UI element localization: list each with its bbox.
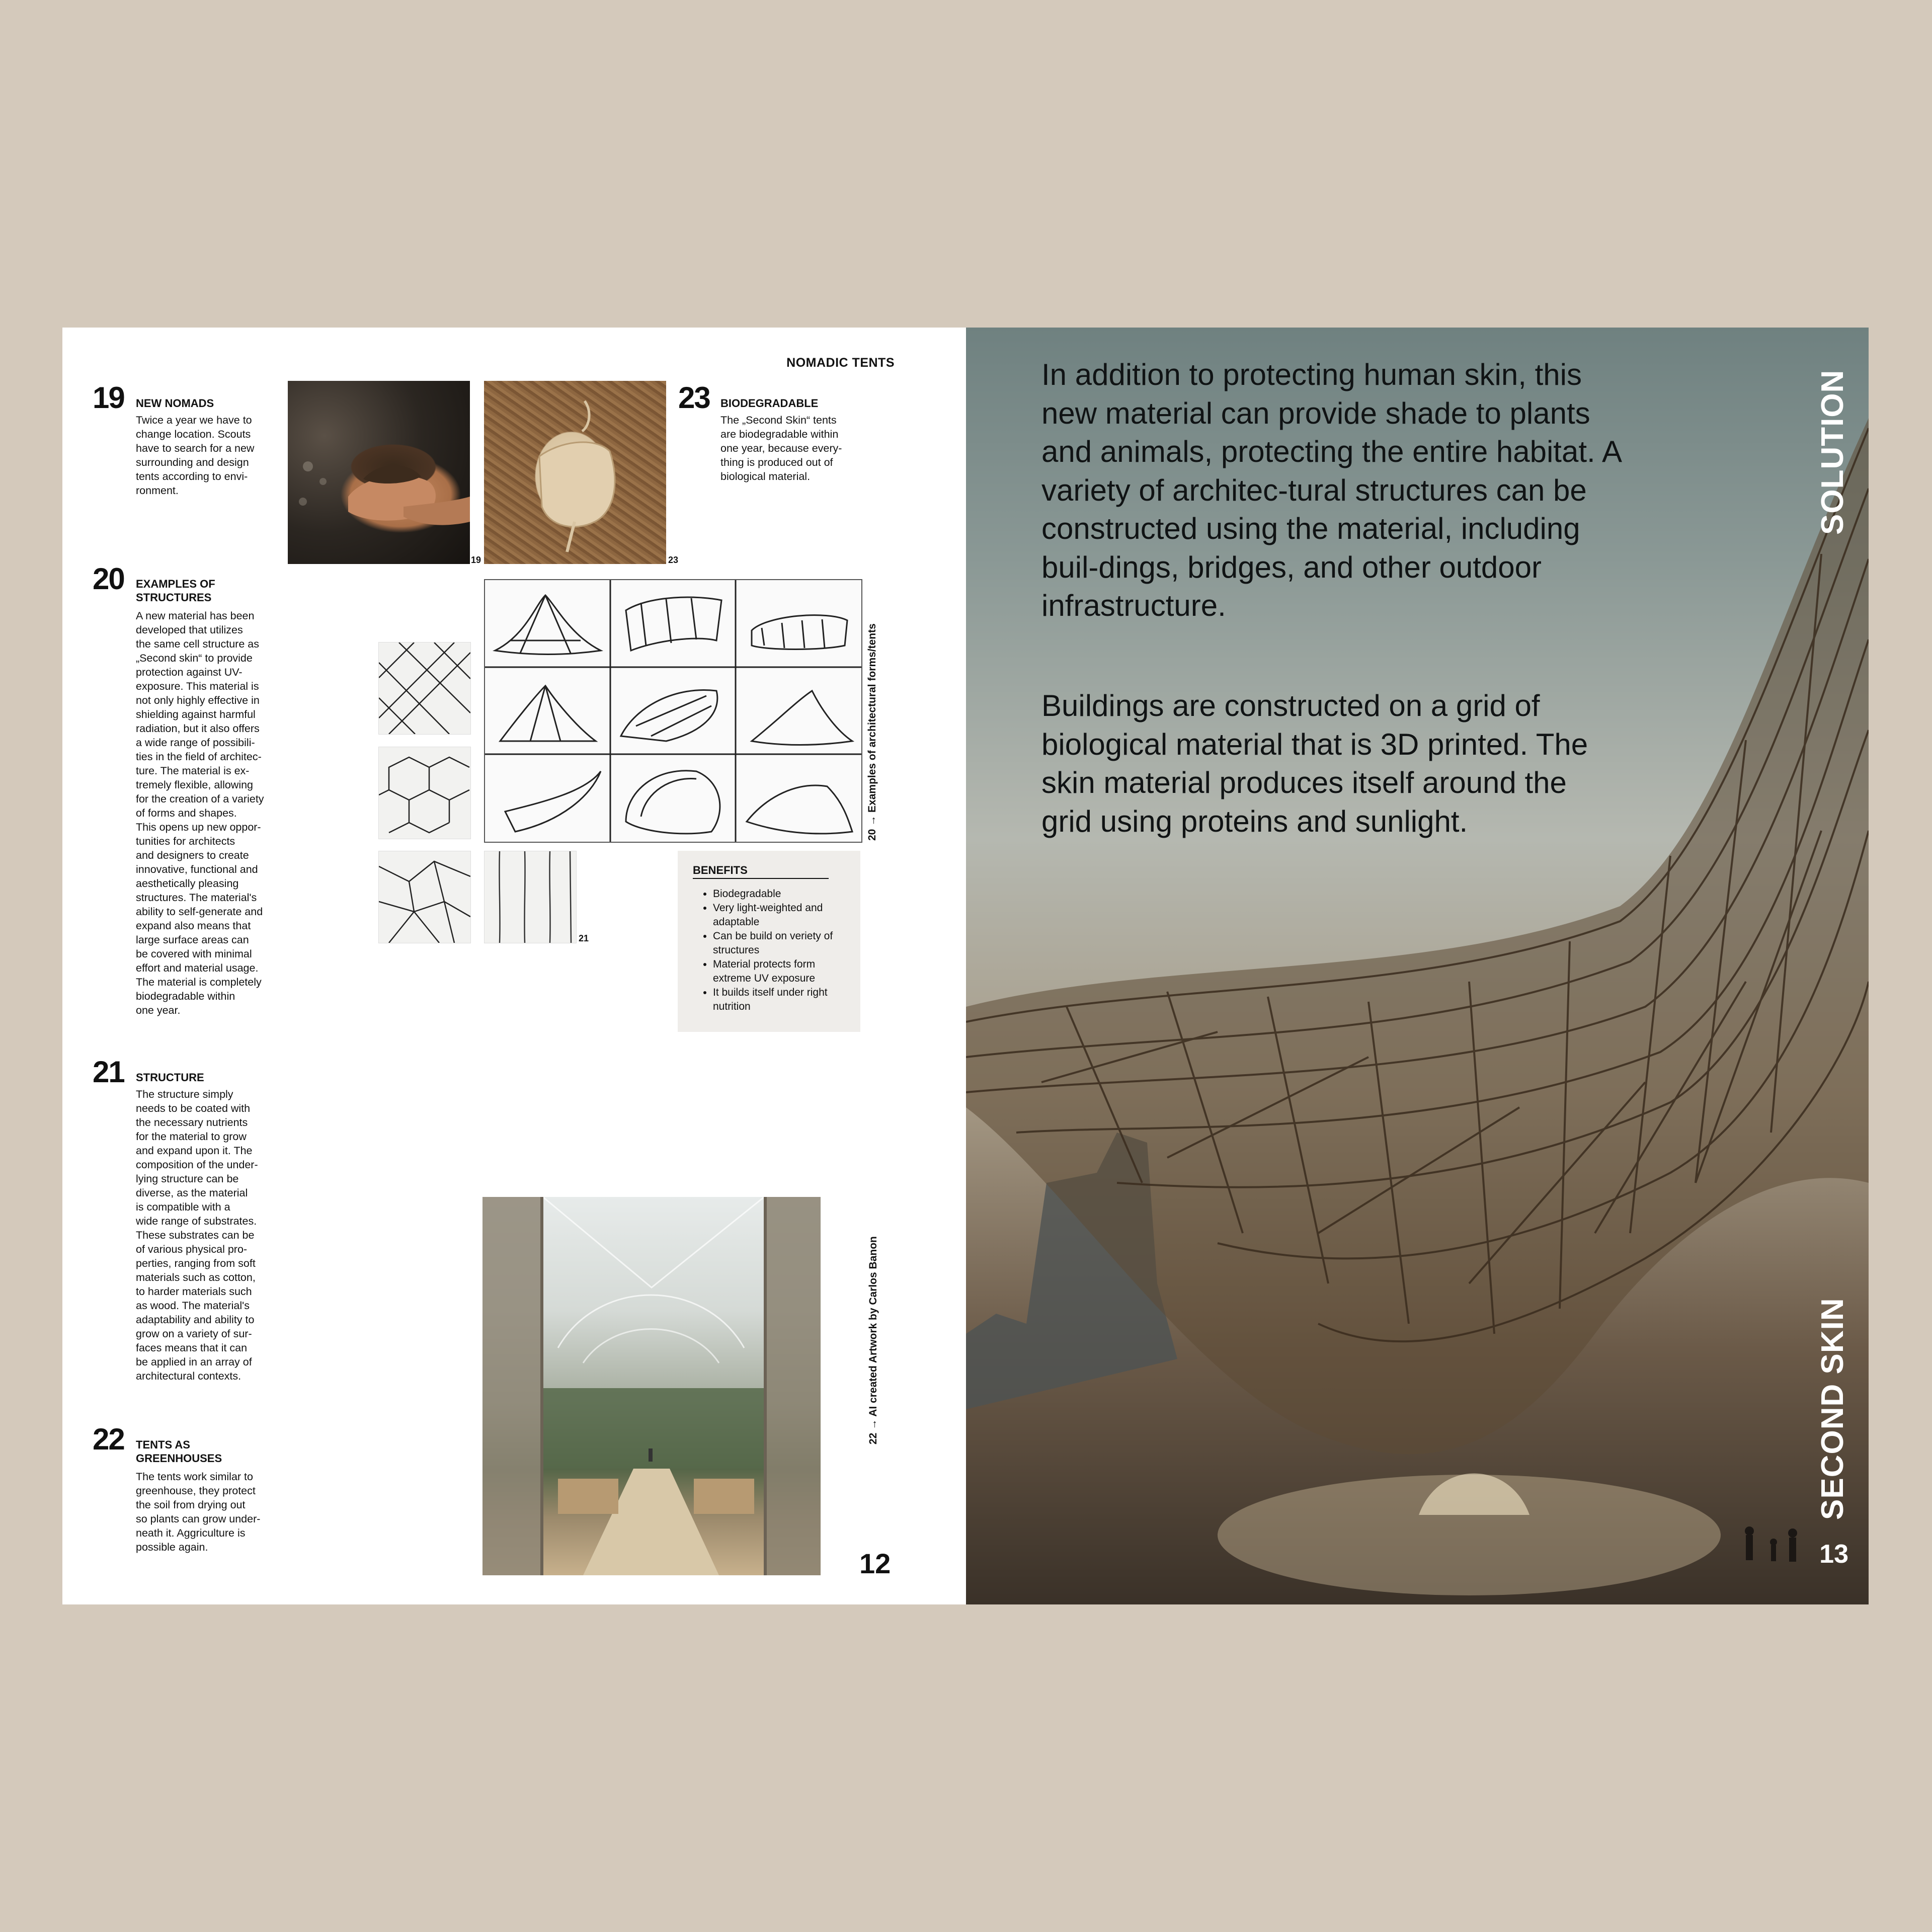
section-number-23: 23	[678, 381, 710, 415]
section-title-23: BIODEGRADABLE	[720, 397, 819, 410]
main-paragraph-1: In addition to protecting human skin, this new material can provide shade to plants and animals, protecting the entire habitat. A variety of architec-tural structures can be constructed using the material, including buil-dings, bridges, and other outdoor infrastructure.	[1041, 358, 1621, 622]
side-label-solution: SOLUTION	[1815, 369, 1850, 535]
section-title-21: STRUCTURE	[136, 1071, 204, 1084]
benefits-title: BENEFITS	[693, 864, 829, 879]
pattern-tile-diagonal-grid	[378, 642, 471, 735]
section-body-19: Twice a year we have to change location. Scouts have to search for a new surrounding and design tents according to envi- ronment.	[136, 414, 255, 497]
hexagon-pattern	[379, 747, 470, 839]
right-page	[966, 328, 1869, 1604]
magazine-spread	[62, 328, 1869, 1604]
section-title-19: NEW NOMADS	[136, 397, 214, 410]
hands-illustration	[288, 381, 470, 564]
page-number-left: 12	[859, 1548, 891, 1579]
fabric-illustration	[484, 381, 666, 564]
pattern-tile-vertical-lines	[484, 851, 577, 943]
photo-caption-21: 21	[579, 933, 589, 943]
pattern-tile-voronoi	[378, 851, 471, 943]
section-number-21: 21	[93, 1055, 124, 1089]
greenhouse-illustration	[482, 1197, 821, 1575]
artwork-greenhouse-tents	[482, 1197, 821, 1575]
section-number-20: 20	[93, 562, 124, 596]
benefits-list	[693, 887, 854, 1014]
section-body-22: The tents work similar to greenhouse, they protect the soil from drying out so plants can grow under- neath it. Aggriculture is possible again.	[136, 1471, 261, 1553]
caption-ai-artwork: 22 → AI created Artwork by Carlos Banon	[867, 1236, 879, 1444]
section-number-22: 22	[93, 1422, 124, 1456]
page-number-right: 13	[1819, 1540, 1848, 1569]
benefits-box	[678, 851, 860, 1032]
benefit-item: • Very light-weighted and adaptable	[713, 901, 854, 929]
caption-architectural-forms: 20 → Examples of architectural forms/tents	[866, 623, 878, 841]
section-body-20: A new material has been developed that utilizes the same cell structure as „Second skin“ to provide protection against UV- exposure. This material is not only highly effective in shielding against harmful radiation, but it also offers a wide range of possibili- ties in the field of architec- ture. The material is ex- tremely flexible, allowing for the creation of a variety of forms and shapes. This opens up new oppor- tunities for architects and designers to create innovative, functional and aesthetically pleasing structures. The material's ability to self-generate and expand also means that large surface areas can be covered with minimal effort and material usage. The material is completely biodegradable within one year.	[136, 610, 264, 1016]
running-head: NOMADIC TENTS	[786, 356, 895, 370]
sketch-architectural-forms	[484, 579, 862, 843]
left-page	[62, 328, 966, 1604]
side-label-second-skin: SECOND SKIN	[1815, 1298, 1850, 1520]
benefit-item: • Can be build on veriety of structures	[713, 929, 854, 957]
photo-biodegradable-fabric	[484, 381, 666, 564]
vertical-lines-pattern	[485, 851, 576, 943]
pattern-tile-hexagonal	[378, 747, 471, 839]
diagonal-grid-pattern	[379, 642, 470, 734]
section-body-23: The „Second Skin“ tents are biodegradable within one year, because every- thing is produced out of biological material.	[720, 414, 842, 482]
main-paragraph-2: Buildings are constructed on a grid of biological material that is 3D printed. The skin material produces itself around the grid using proteins and sunlight.	[1041, 689, 1588, 838]
photo-caption-19: 19	[471, 555, 481, 565]
section-number-19: 19	[93, 381, 124, 415]
benefit-item: • It builds itself under right nutrition	[713, 986, 854, 1014]
photo-hands-soil	[288, 381, 470, 564]
section-body-21: The structure simply needs to be coated with the necessary nutrients for the material to grow and expand upon it. The composition of the under- lying structure can be diverse, as the material is compatible with a wide range of substrates. These substrates can be of various physical pro- perties, ranging from soft materials such as cotton, to harder materials such as wood. The material's adaptability and ability to grow on a variety of sur- faces means that it can be applied in an array of architectural contexts.	[136, 1088, 258, 1382]
section-title-22: TENTS AS GREENHOUSES	[136, 1438, 222, 1465]
section-title-20: EXAMPLES OF STRUCTURES	[136, 578, 215, 604]
benefit-item: • Material protects form extreme UV exposure	[713, 957, 854, 986]
benefit-item: • Biodegradable	[713, 887, 854, 901]
voronoi-pattern	[379, 851, 470, 943]
photo-caption-23: 23	[668, 555, 679, 565]
sketch-grid-illustration	[485, 580, 861, 842]
